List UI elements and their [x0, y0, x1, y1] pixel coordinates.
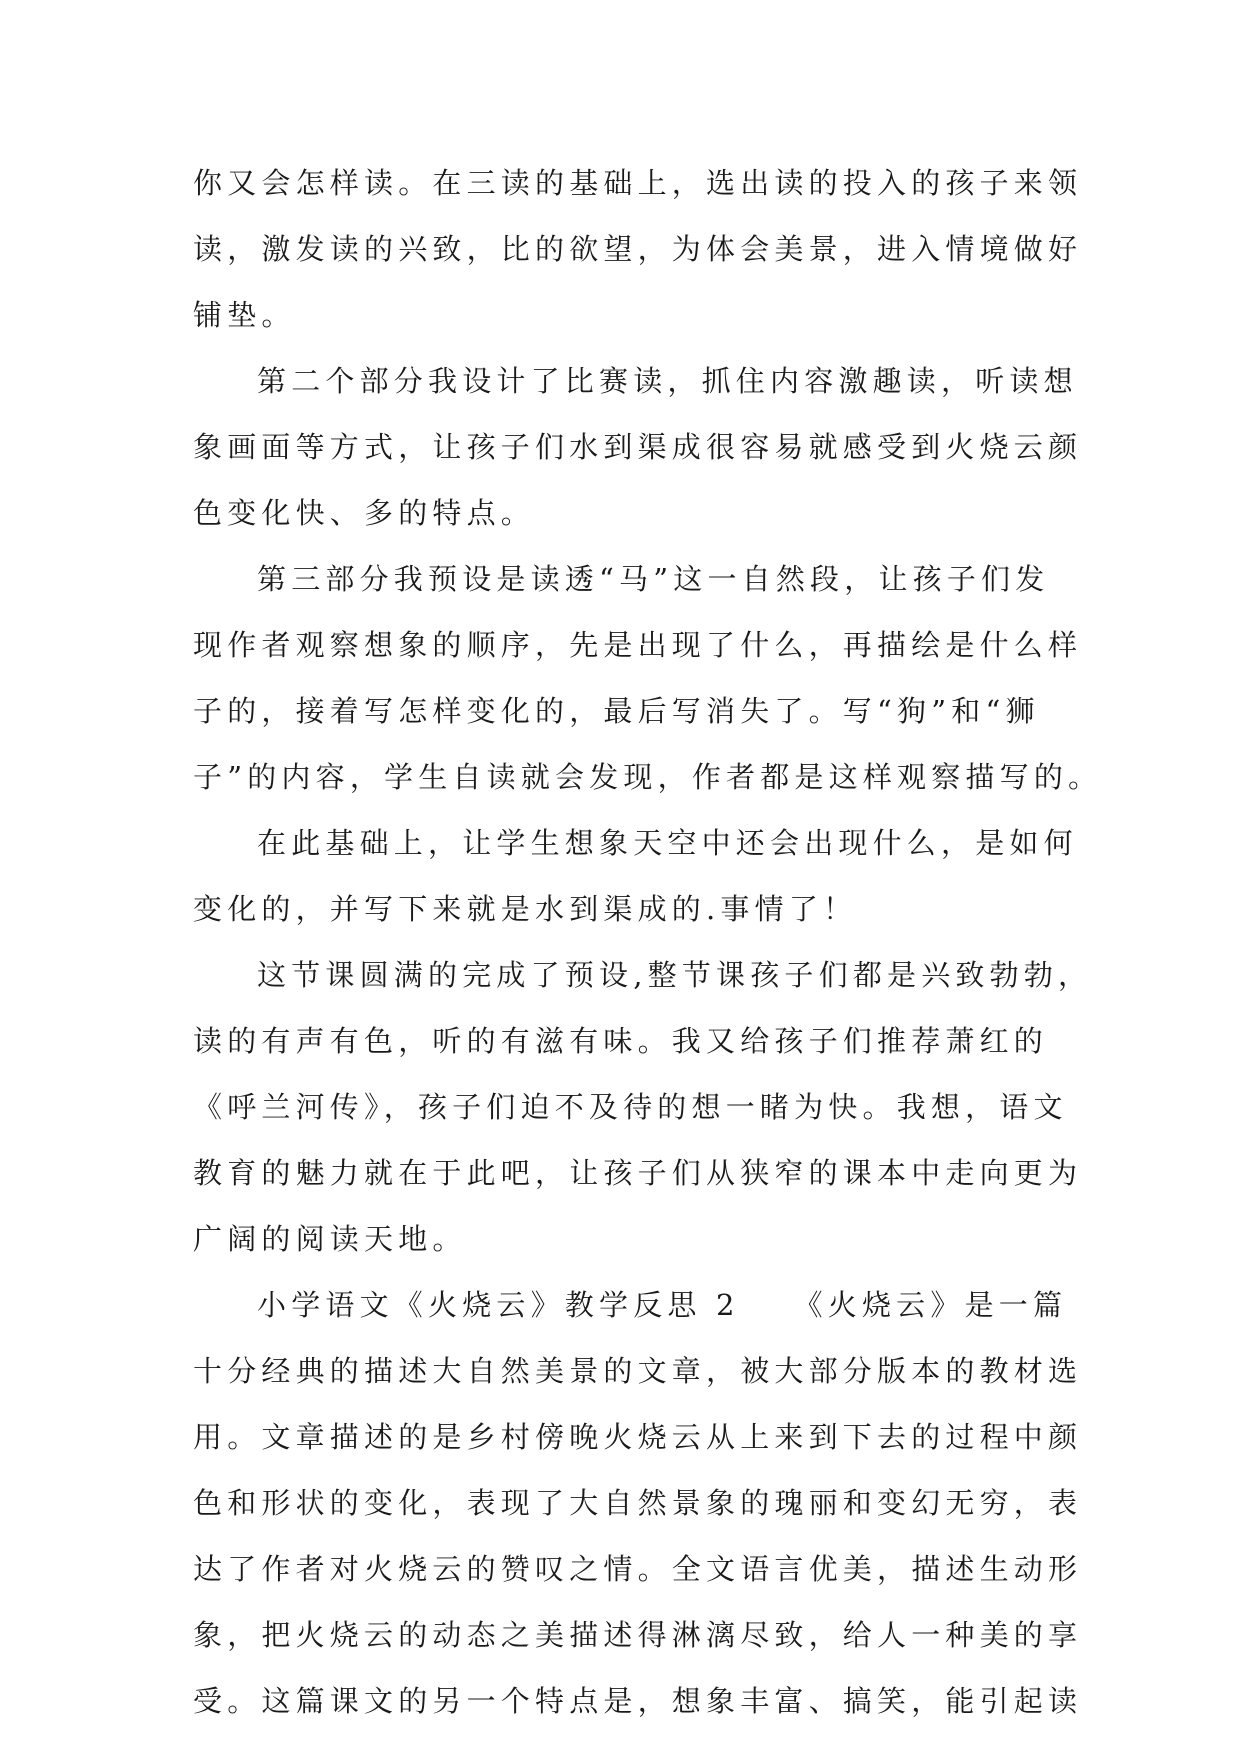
text-line: 色和形状的变化，表现了大自然景象的瑰丽和变幻无穷，表	[193, 1486, 1083, 1520]
body-text	[193, 150, 1103, 1734]
section-heading-line: 小学语文《火烧云》教学反思 2 《火烧云》是一篇	[257, 1288, 1068, 1322]
text-line: 广阔的阅读天地。	[193, 1222, 467, 1256]
text-line: 用。文章描述的是乡村傍晚火烧云从上来到下去的过程中颜	[193, 1420, 1083, 1454]
paragraph-start-line: 第二个部分我设计了比赛读，抓住内容激趣读，听读想	[257, 364, 1078, 398]
text-line: 达了作者对火烧云的赞叹之情。全文语言优美，描述生动形	[193, 1552, 1083, 1586]
text-line: 现作者观察想象的顺序，先是出现了什么，再描绘是什么样	[193, 628, 1083, 662]
text-line: 《呼兰河传》，孩子们迫不及待的想一睹为快。我想，语文	[193, 1090, 1068, 1124]
text-line: 子的，接着写怎样变化的，最后写消失了。写“狗”和“狮	[193, 694, 1040, 728]
text-line: 象画面等方式，让孩子们水到渠成很容易就感受到火烧云颜	[193, 430, 1083, 464]
paragraph-start-line: 这节课圆满的完成了预设,整节课孩子们都是兴致勃勃，	[257, 958, 1093, 992]
paragraph-start-line: 第三部分我预设是读透“马”这一自然段，让孩子们发	[257, 562, 1050, 596]
text-line: 读，激发读的兴致，比的欲望，为体会美景，进入情境做好	[193, 232, 1083, 266]
text-line: 色变化快、多的特点。	[193, 496, 536, 530]
text-line: 象，把火烧云的动态之美描述得淋漓尽致，给人一种美的享	[193, 1618, 1083, 1652]
text-line: 子”的内容，学生自读就会发现，作者都是这样观察描写的。	[193, 760, 1103, 794]
text-line: 铺垫。	[193, 298, 296, 332]
text-line: 你又会怎样读。在三读的基础上，选出读的投入的孩子来领	[193, 166, 1083, 200]
paragraph-start-line: 在此基础上，让学生想象天空中还会出现什么，是如何	[257, 826, 1078, 860]
text-line: 教育的魅力就在于此吧，让孩子们从狭窄的课本中走向更为	[193, 1156, 1083, 1190]
text-line: 十分经典的描述大自然美景的文章，被大部分版本的教材选	[193, 1354, 1083, 1388]
text-line: 变化的，并写下来就是水到渠成的.事情了！	[193, 892, 858, 926]
text-line: 读的有声有色，听的有滋有味。我又给孩子们推荐萧红的	[193, 1024, 1049, 1058]
text-line: 受。这篇课文的另一个特点是，想象丰富、搞笑，能引起读	[193, 1684, 1083, 1718]
